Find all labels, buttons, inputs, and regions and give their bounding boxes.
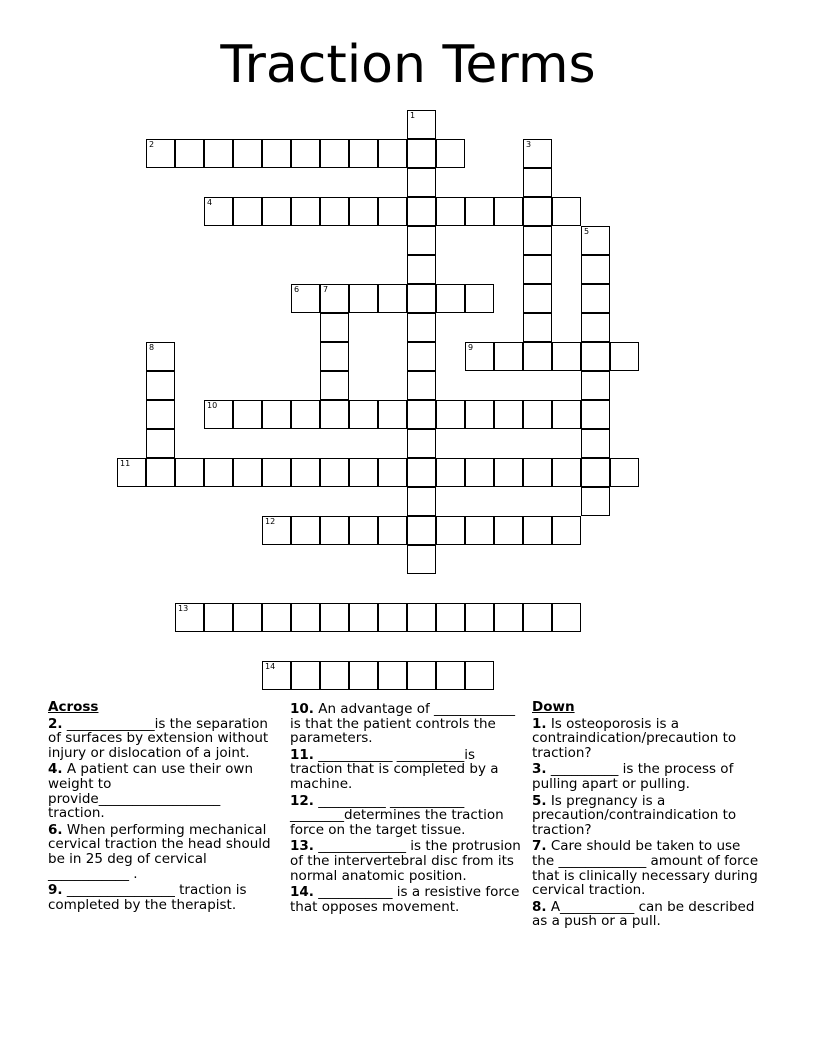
grid-cell[interactable] xyxy=(465,197,494,226)
grid-cell[interactable] xyxy=(581,342,610,371)
grid-cell[interactable] xyxy=(320,284,349,313)
grid-cell[interactable] xyxy=(175,458,204,487)
grid-cell[interactable] xyxy=(320,603,349,632)
grid-cell[interactable] xyxy=(349,284,378,313)
grid-cell[interactable] xyxy=(407,545,436,574)
across-clue xyxy=(48,823,280,881)
grid-cell[interactable] xyxy=(523,255,552,284)
grid-cell[interactable] xyxy=(407,110,436,139)
clue-number: 9 xyxy=(468,343,474,352)
clue-number: 13. xyxy=(290,838,314,855)
grid-cell[interactable] xyxy=(436,516,465,545)
grid-cell[interactable] xyxy=(320,313,349,342)
clue-number: 9. xyxy=(48,882,63,899)
grid-cell[interactable] xyxy=(552,197,581,226)
grid-cell[interactable] xyxy=(291,139,320,168)
clue-number: 4. xyxy=(48,761,63,778)
clue-number: 2. xyxy=(48,715,63,732)
clue-number: 5 xyxy=(584,227,590,236)
clue-number: 8. xyxy=(532,898,547,915)
grid-cell[interactable] xyxy=(465,603,494,632)
grid-cell[interactable] xyxy=(523,342,552,371)
grid-cell[interactable] xyxy=(581,371,610,400)
grid-cell[interactable] xyxy=(262,516,291,545)
grid-cell[interactable] xyxy=(378,516,407,545)
grid-cell[interactable] xyxy=(233,139,262,168)
grid-cell[interactable] xyxy=(552,516,581,545)
grid-cell[interactable] xyxy=(465,284,494,313)
grid-cell[interactable] xyxy=(262,139,291,168)
grid-cell[interactable] xyxy=(349,603,378,632)
clue-number: 14 xyxy=(265,662,276,671)
clue-number: 10 xyxy=(207,401,218,410)
grid-cell[interactable] xyxy=(378,400,407,429)
grid-cell[interactable] xyxy=(320,197,349,226)
grid-cell[interactable] xyxy=(378,603,407,632)
grid-cell[interactable] xyxy=(581,284,610,313)
grid-cell[interactable] xyxy=(407,313,436,342)
grid-cell[interactable] xyxy=(494,603,523,632)
grid-cell[interactable] xyxy=(175,603,204,632)
grid-cell[interactable] xyxy=(320,400,349,429)
grid-cell[interactable] xyxy=(523,226,552,255)
down-clues xyxy=(532,700,764,931)
clue-text: An advantage of ____________ is that the patient controls the parameters. xyxy=(290,701,515,747)
grid-cell[interactable] xyxy=(436,603,465,632)
grid-cell[interactable] xyxy=(291,197,320,226)
clue-text: Is pregnancy is a precaution/contraindication to traction? xyxy=(532,792,737,838)
grid-cell[interactable] xyxy=(175,139,204,168)
grid-cell[interactable] xyxy=(581,458,610,487)
grid-cell[interactable] xyxy=(523,284,552,313)
grid-cell[interactable] xyxy=(436,661,465,690)
grid-cell[interactable] xyxy=(146,400,175,429)
grid-cell[interactable] xyxy=(523,400,552,429)
grid-cell[interactable] xyxy=(378,284,407,313)
across-heading: Across xyxy=(48,699,99,715)
clue-text: A___________ can be described as a push or a pull. xyxy=(532,898,755,930)
across-clue xyxy=(48,883,280,912)
down-heading: Down xyxy=(532,699,575,715)
grid-cell[interactable] xyxy=(581,487,610,516)
clue-number: 6. xyxy=(48,821,63,838)
clue-number: 10. xyxy=(290,701,314,717)
grid-cell[interactable] xyxy=(291,458,320,487)
grid-cell[interactable] xyxy=(523,603,552,632)
grid-cell[interactable] xyxy=(204,458,233,487)
clue-number: 6 xyxy=(294,285,300,294)
grid-cell[interactable] xyxy=(233,603,262,632)
grid-cell[interactable] xyxy=(552,400,581,429)
across-clues-continued xyxy=(290,702,522,916)
across-clues xyxy=(48,700,280,914)
grid-cell[interactable] xyxy=(465,516,494,545)
grid-cell[interactable] xyxy=(610,458,639,487)
grid-cell[interactable] xyxy=(581,255,610,284)
grid-cell[interactable] xyxy=(581,400,610,429)
grid-cell[interactable] xyxy=(552,603,581,632)
clue-text: _____________ is the protrusion of the intervertebral disc from its normal anatomic position. xyxy=(290,838,521,884)
grid-cell[interactable] xyxy=(465,458,494,487)
grid-cell[interactable] xyxy=(349,516,378,545)
grid-cell[interactable] xyxy=(407,400,436,429)
down-clue xyxy=(532,762,764,791)
grid-cell[interactable] xyxy=(233,197,262,226)
clue-text: A patient can use their own weight to provide__________________ traction. xyxy=(48,761,254,822)
grid-cell[interactable] xyxy=(465,400,494,429)
grid-cell[interactable] xyxy=(436,458,465,487)
grid-cell[interactable] xyxy=(320,342,349,371)
grid-cell[interactable] xyxy=(378,197,407,226)
grid-cell[interactable] xyxy=(494,342,523,371)
grid-cell[interactable] xyxy=(146,139,175,168)
across-clue xyxy=(290,839,522,883)
clue-number: 4 xyxy=(207,198,213,207)
clue-text: ___________ is a resistive force that opposes movement. xyxy=(290,884,520,915)
grid-cell[interactable] xyxy=(523,197,552,226)
clue-number: 12. xyxy=(290,792,314,809)
grid-cell[interactable] xyxy=(581,313,610,342)
across-clue xyxy=(290,885,522,914)
grid-cell[interactable] xyxy=(407,487,436,516)
grid-cell[interactable] xyxy=(320,661,349,690)
grid-cell[interactable] xyxy=(291,516,320,545)
clue-text: Care should be taken to use the _____________ amount of force that is clinically necessary during cervical traction. xyxy=(532,838,759,899)
page-title: Traction Terms xyxy=(220,35,596,95)
grid-cell[interactable] xyxy=(552,342,581,371)
down-clue xyxy=(532,717,764,761)
grid-cell[interactable] xyxy=(494,400,523,429)
grid-cell[interactable] xyxy=(465,661,494,690)
grid-cell[interactable] xyxy=(146,371,175,400)
grid-cell[interactable] xyxy=(523,516,552,545)
grid-cell[interactable] xyxy=(349,400,378,429)
grid-cell[interactable] xyxy=(494,197,523,226)
across-clue xyxy=(290,702,522,746)
grid-cell[interactable] xyxy=(494,458,523,487)
grid-cell[interactable] xyxy=(349,139,378,168)
grid-cell[interactable] xyxy=(581,429,610,458)
clue-text: ________________ traction is completed by the therapist. xyxy=(48,882,247,913)
grid-cell[interactable] xyxy=(436,197,465,226)
grid-cell[interactable] xyxy=(291,661,320,690)
across-clue xyxy=(48,762,280,820)
clue-number: 8 xyxy=(149,343,155,352)
grid-cell[interactable] xyxy=(262,603,291,632)
down-clue xyxy=(532,839,764,897)
grid-cell[interactable] xyxy=(146,429,175,458)
grid-cell[interactable] xyxy=(349,458,378,487)
clue-text: When performing mechanical cervical traction the head should be in 25 deg of cervical ____________ . xyxy=(48,821,271,882)
grid-cell[interactable] xyxy=(407,255,436,284)
grid-cell[interactable] xyxy=(204,139,233,168)
grid-cell[interactable] xyxy=(378,661,407,690)
clue-text: __________ ___________ ________determines the traction force on the target tissue. xyxy=(290,792,504,838)
grid-cell[interactable] xyxy=(494,516,523,545)
clue-number: 7 xyxy=(323,285,329,294)
clue-number: 12 xyxy=(265,517,276,526)
grid-cell[interactable] xyxy=(320,516,349,545)
grid-cell[interactable] xyxy=(262,661,291,690)
across-clue xyxy=(290,794,522,838)
clue-number: 13 xyxy=(178,604,189,613)
grid-cell[interactable] xyxy=(378,458,407,487)
grid-cell[interactable] xyxy=(436,284,465,313)
grid-cell[interactable] xyxy=(407,603,436,632)
across-clue xyxy=(48,717,280,761)
grid-cell[interactable] xyxy=(465,342,494,371)
down-clue xyxy=(532,900,764,929)
clue-number: 3 xyxy=(526,140,532,149)
grid-cell[interactable] xyxy=(204,400,233,429)
grid-cell[interactable] xyxy=(233,400,262,429)
grid-cell[interactable] xyxy=(262,458,291,487)
grid-cell[interactable] xyxy=(407,197,436,226)
grid-cell[interactable] xyxy=(320,139,349,168)
clue-text: _____________is the separation of surfaces by extension without injury or dislocation of a joint. xyxy=(48,715,269,761)
grid-cell[interactable] xyxy=(436,139,465,168)
grid-cell[interactable] xyxy=(523,168,552,197)
clue-text: __________ is the process of pulling apart or pulling. xyxy=(532,761,734,792)
grid-cell[interactable] xyxy=(117,458,146,487)
grid-cell[interactable] xyxy=(523,139,552,168)
clue-number: 3. xyxy=(532,761,547,778)
grid-cell[interactable] xyxy=(146,458,175,487)
clue-text: ___________ __________is traction that is completed by a machine. xyxy=(290,746,499,792)
grid-cell[interactable] xyxy=(407,661,436,690)
grid-cell[interactable] xyxy=(262,197,291,226)
grid-cell[interactable] xyxy=(349,661,378,690)
clue-number: 1. xyxy=(532,715,547,732)
grid-cell[interactable] xyxy=(407,371,436,400)
grid-cell[interactable] xyxy=(407,226,436,255)
clue-number: 7. xyxy=(532,838,547,855)
grid-cell[interactable] xyxy=(262,400,291,429)
grid-cell[interactable] xyxy=(407,168,436,197)
grid-cell[interactable] xyxy=(291,284,320,313)
grid-cell[interactable] xyxy=(407,284,436,313)
grid-cell[interactable] xyxy=(204,603,233,632)
clue-number: 1 xyxy=(410,111,416,120)
grid-cell[interactable] xyxy=(436,400,465,429)
grid-cell[interactable] xyxy=(610,342,639,371)
clue-number: 11. xyxy=(290,746,314,763)
grid-cell[interactable] xyxy=(320,371,349,400)
grid-cell[interactable] xyxy=(407,458,436,487)
grid-cell[interactable] xyxy=(407,342,436,371)
grid-cell[interactable] xyxy=(523,313,552,342)
grid-cell[interactable] xyxy=(407,429,436,458)
clue-number: 2 xyxy=(149,140,155,149)
grid-cell[interactable] xyxy=(291,400,320,429)
clue-number: 11 xyxy=(120,459,131,468)
grid-cell[interactable] xyxy=(407,139,436,168)
grid-cell[interactable] xyxy=(552,458,581,487)
grid-cell[interactable] xyxy=(291,603,320,632)
grid-cell[interactable] xyxy=(320,458,349,487)
down-clue xyxy=(532,794,764,838)
grid-cell[interactable] xyxy=(349,197,378,226)
grid-cell[interactable] xyxy=(407,516,436,545)
grid-cell[interactable] xyxy=(378,139,407,168)
across-clue xyxy=(290,748,522,792)
grid-cell[interactable] xyxy=(146,342,175,371)
clue-number: 14. xyxy=(290,884,314,901)
clue-number: 5. xyxy=(532,792,547,809)
clue-text: Is osteoporosis is a contraindication/precaution to traction? xyxy=(532,715,737,761)
grid-cell[interactable] xyxy=(523,458,552,487)
grid-cell[interactable] xyxy=(581,226,610,255)
grid-cell[interactable] xyxy=(204,197,233,226)
grid-cell[interactable] xyxy=(233,458,262,487)
